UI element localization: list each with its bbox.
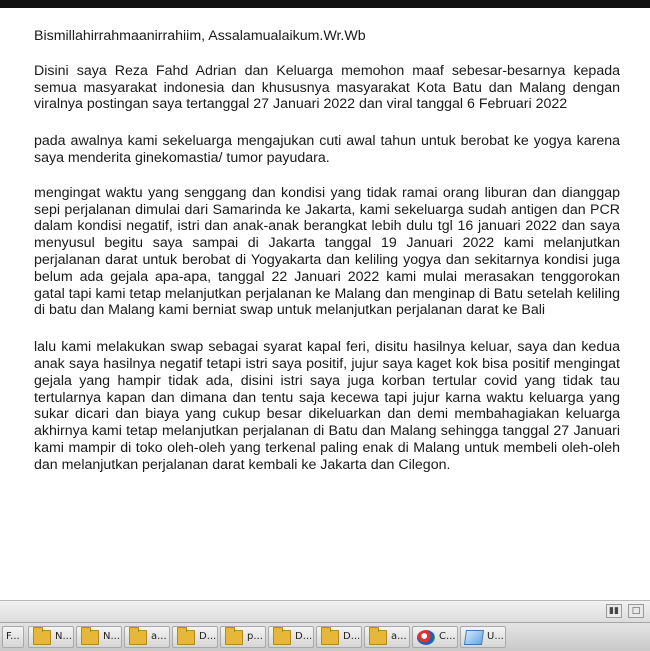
taskbar-item-label: N... — [103, 631, 121, 642]
document-page — [0, 8, 650, 600]
paragraph-background: pada awalnya kami sekeluarga mengajukan cuti awal tahun untuk berobat ke yogya karena saya menderita ginekomastia/ tumor payudara. — [34, 133, 620, 166]
taskbar-item-1[interactable] — [2, 626, 24, 648]
paragraph-apology: Disini saya Reza Fahd Adrian dan Keluarga memohon maaf sebesar-besarnya kepada semua masyarakat indonesia dan khususnya masyarakat Kota Batu dan Malang dengan viralnya postingan saya tertanggal 27 Januari 2022 dan viral tanggal 6 Februari 2022 — [34, 62, 620, 113]
taskbar-item-3[interactable] — [76, 626, 122, 648]
taskbar-item-10[interactable] — [412, 626, 458, 648]
taskbar-item-2[interactable] — [28, 626, 74, 648]
taskbar-item-9[interactable] — [364, 626, 410, 648]
taskbar-item-label: D... — [199, 631, 217, 642]
folder-icon — [321, 630, 339, 645]
taskbar-item-8[interactable] — [316, 626, 362, 648]
taskbar-item-label: p... — [247, 631, 263, 642]
top-edge-bar — [0, 0, 650, 8]
taskbar-item-label: a... — [151, 631, 167, 642]
print-layout-icon[interactable]: □ — [628, 604, 644, 618]
taskbar-item-5[interactable] — [172, 626, 218, 648]
taskbar-item-6[interactable] — [220, 626, 266, 648]
taskbar-item-label: U... — [487, 631, 504, 642]
folder-icon — [273, 630, 291, 645]
folder-icon — [129, 630, 147, 645]
paragraph-swab-result: lalu kami melakukan swap sebagai syarat kapal feri, disitu hasilnya keluar, saya dan kedua anak saya hasilnya negatif tetapi istri saya positif, jujur saya kaget kok bisa positif mengingat gejala yang hampir tidak ada, disini istri saya juga korban tertular covid yang tidak tau tertularnya kapan dan dimana dan tentu saja kecewa tapi jujur karna waktu keluarga yang sukar dicari dan biaya yang cukup besar dikeluarkan dan demi membahagiakan keluarga akhirnya kami tetap melanjutkan perjalanan di Batu dan Malang sehingga tanggal 27 Januari kami mampir di toko oleh-oleh yang terkenal paling enak di Malang untuk membeli oleh-oleh dan melanjutkan perjalanan darat kembali ke Jakarta dan Cilegon. — [34, 339, 620, 473]
folder-icon — [81, 630, 99, 645]
folder-icon — [225, 630, 243, 645]
taskbar-item-4[interactable] — [124, 626, 170, 648]
folder-icon — [177, 630, 195, 645]
status-bar — [0, 600, 650, 623]
folder-icon — [33, 630, 51, 645]
document-text[interactable] — [34, 28, 620, 474]
greeting-line: Bismillahirrahmaanirrahiim, Assalamualaikum.Wr.Wb — [34, 28, 366, 44]
taskbar-item-label: D... — [295, 631, 313, 642]
taskbar-item-7[interactable] — [268, 626, 314, 648]
taskbar-item-label: a... — [391, 631, 407, 642]
taskbar-item-label: N... — [55, 631, 73, 642]
browser-app-icon — [417, 630, 435, 645]
taskbar-item-11[interactable] — [460, 626, 506, 648]
taskbar-item-label: F... — [6, 631, 20, 642]
document-icon — [464, 630, 484, 645]
taskbar — [0, 622, 650, 651]
taskbar-item-label: C... — [439, 631, 456, 642]
paragraph-journey: mengingat waktu yang senggang dan kondisi yang tidak ramai orang liburan dan dianggap sepi perjalanan dimulai dari Samarinda ke Jakarta, kami sekeluarga sudah antigen dan PCR dalam kondisi negatif, istri dan anak-anak berangkat lebih dulu tgl 16 januari 2022 dan saya menyusul begitu saya sampai di Jakarta tanggal 19 Januari 2022 kami melanjutkan perjalanan darat untuk berobat di Yogyakarta dan keliling yogya dan sekitarnya kondisi juga belum ada gejala apa-apa, tanggal 22 Januari 2022 kami mulai merasakan tenggorokan gatal tapi kami tetap melanjutkan perjalanan ke Malang dan menginap di Batu setelah keliling di batu dan Malang kami berniat swap untuk melanjutkan perjalanan darat ke Bali — [34, 184, 621, 319]
folder-icon — [369, 630, 387, 645]
reading-layout-icon[interactable]: ▮▮ — [606, 604, 622, 618]
taskbar-item-label: D... — [343, 631, 361, 642]
